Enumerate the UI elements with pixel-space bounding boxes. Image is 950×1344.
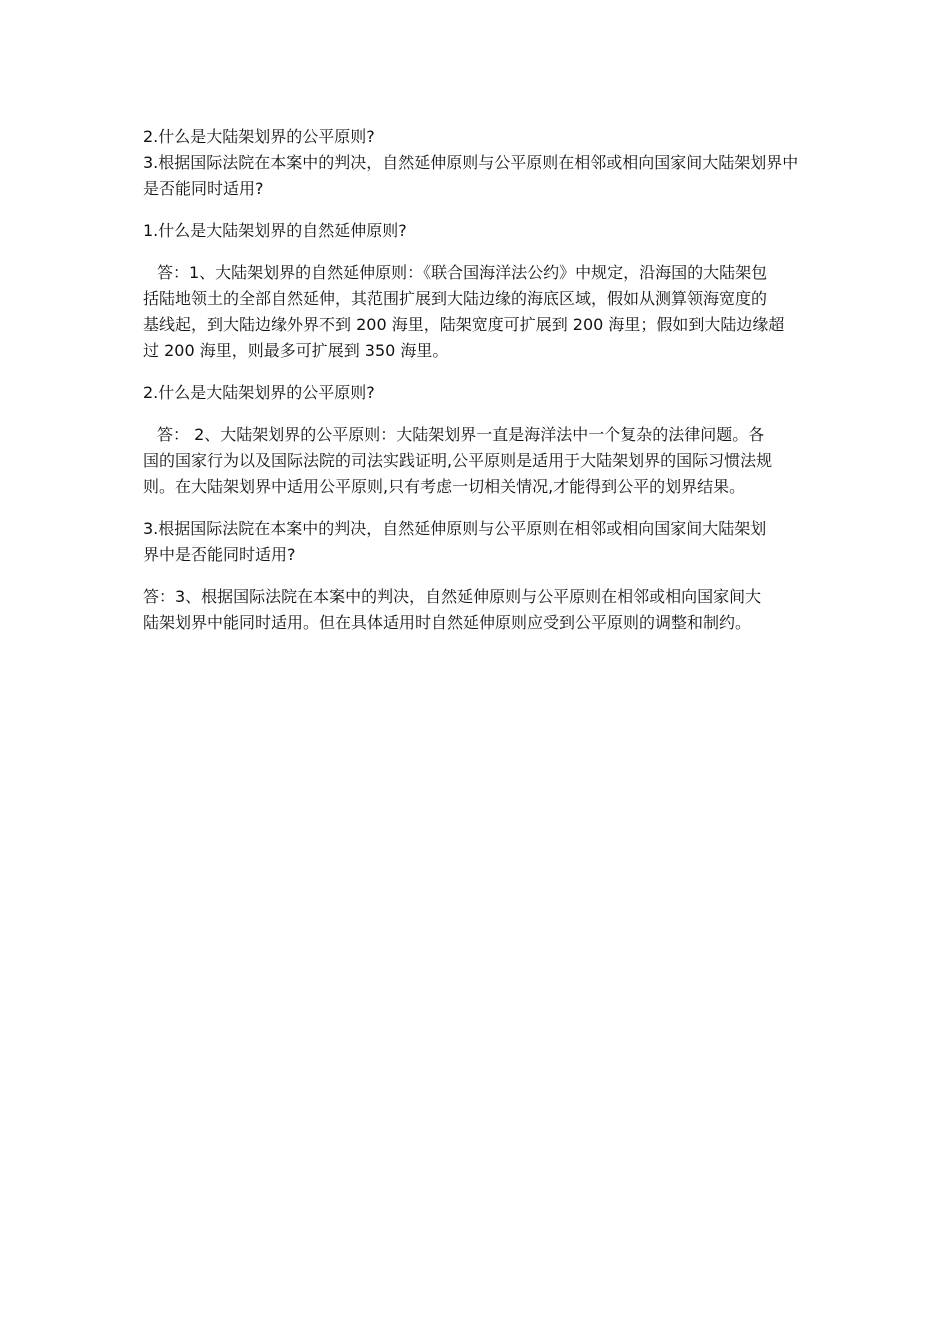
document-body [143, 124, 808, 652]
answer-1-line-2: 括陆地领土的全部自然延伸，其范围扩展到大陆边缘的海底区域，假如从测算领海宽度的 [143, 289, 768, 308]
answer-2-line-1: 答： 2、大陆架划界的公平原则：大陆架划界一直是海洋法中一个复杂的法律问题。各 [157, 425, 765, 444]
question-1 [143, 218, 808, 244]
answer-3 [143, 584, 808, 636]
answer-3-line-1: 答：3、根据国际法院在本案中的判决，自然延伸原则与公平原则在相邻或相向国家间大 [143, 587, 762, 606]
answer-3-line-2: 陆架划界中能同时适用。但在具体适用时自然延伸原则应受到公平原则的调整和制约。 [143, 613, 752, 632]
answer-1-line-1: 答：1、大陆架划界的自然延伸原则：《联合国海洋法公约》中规定，沿海国的大陆架包 [157, 263, 768, 282]
question-1-text: 1.什么是大陆架划界的自然延伸原则? [143, 221, 407, 240]
answer-1-line-3: 基线起，到大陆边缘外界不到 200 海里，陆架宽度可扩展到 200 海里；假如到大陆边缘超 [143, 315, 785, 334]
answer-2-line-3: 则。在大陆架划界中适用公平原则,只有考虑一切相关情况,才能得到公平的划界结果。 [143, 477, 746, 496]
answer-2-line-2: 国的国家行为以及国际法院的司法实践证明,公平原则是适用于大陆架划界的国际习惯法规 [143, 451, 773, 470]
intro-question-2: 2.什么是大陆架划界的公平原则? [143, 127, 375, 146]
intro-question-3-line-2: 是否能同时适用? [143, 179, 264, 198]
question-3-line-1: 3.根据国际法院在本案中的判决，自然延伸原则与公平原则在相邻或相向国家间大陆架划 [143, 519, 767, 538]
answer-1 [143, 260, 808, 364]
answer-2 [143, 422, 808, 500]
question-2 [143, 380, 808, 406]
intro-questions [143, 124, 808, 202]
answer-1-line-4: 过 200 海里，则最多可扩展到 350 海里。 [143, 341, 449, 360]
question-2-text: 2.什么是大陆架划界的公平原则? [143, 383, 375, 402]
question-3 [143, 516, 808, 568]
question-3-line-2: 界中是否能同时适用? [143, 545, 296, 564]
intro-question-3-line-1: 3.根据国际法院在本案中的判决，自然延伸原则与公平原则在相邻或相向国家间大陆架划界中 [143, 153, 799, 172]
